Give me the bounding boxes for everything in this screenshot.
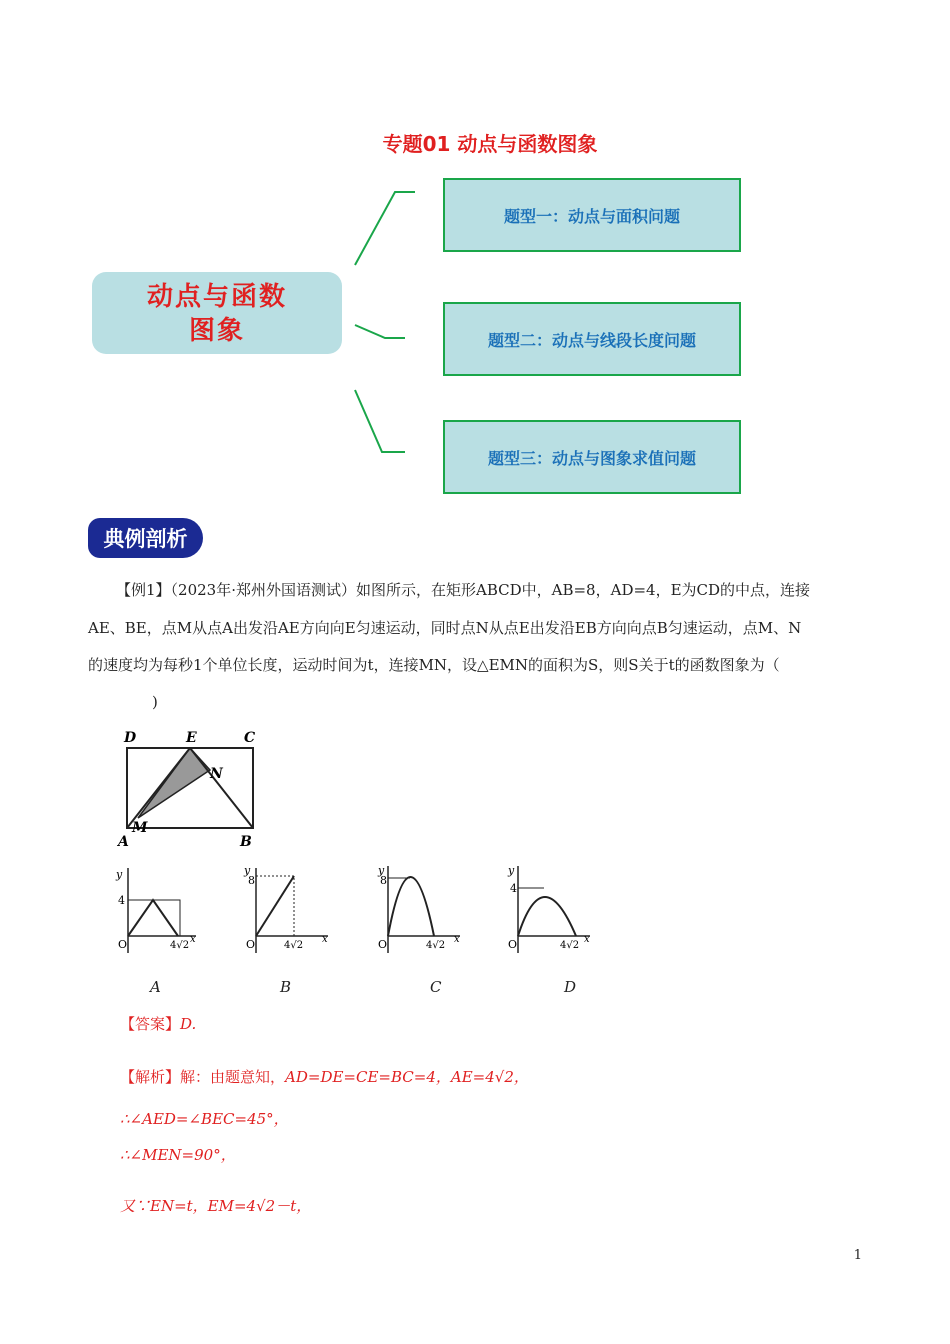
solution-line4: 又∵EN=t，EM=4√2－t， xyxy=(120,1197,312,1215)
example-tag: 【例1】 xyxy=(116,581,171,599)
label-e: E xyxy=(186,730,197,746)
svg-text:x: x xyxy=(190,934,196,945)
svg-text:4: 4 xyxy=(118,894,125,907)
svg-text:y: y xyxy=(508,864,515,877)
page-number: 1 xyxy=(853,1248,862,1263)
answer-value: D. xyxy=(180,1015,197,1033)
example-line1 xyxy=(88,572,868,609)
example-line4: ) xyxy=(152,693,158,711)
mindmap-connectors xyxy=(340,180,450,470)
option-label-c: C xyxy=(430,978,442,996)
example-source: （2023年·郑州外国语测试） xyxy=(170,581,356,599)
svg-text:y: y xyxy=(244,864,251,877)
label-m: M xyxy=(132,820,148,836)
segment-eb xyxy=(190,748,253,828)
solution-line1 xyxy=(120,1066,529,1087)
svg-text:x: x xyxy=(322,934,328,945)
label-b: B xyxy=(240,834,252,850)
label-c: C xyxy=(244,730,256,746)
solution-eq1: AD=DE=CE=BC=4，AE=4√2， xyxy=(285,1068,529,1086)
type-box-3: 题型三：动点与图象求值问题 xyxy=(443,420,741,494)
svg-text:y: y xyxy=(378,864,385,877)
connector-3 xyxy=(355,390,405,452)
option-label-d: D xyxy=(564,978,577,996)
mindmap-center xyxy=(92,272,342,354)
label-n: N xyxy=(210,766,223,782)
svg-text:O: O xyxy=(118,938,128,951)
option-graph-b xyxy=(236,858,336,958)
type-box-1: 题型一：动点与面积问题 xyxy=(443,178,741,252)
svg-text:8: 8 xyxy=(380,874,387,887)
solution-line2: ∴∠AED=∠BEC=45°， xyxy=(120,1110,289,1128)
label-d: D xyxy=(124,730,137,746)
svg-text:O: O xyxy=(246,938,256,951)
section-badge: 典例剖析 xyxy=(88,518,203,558)
answer-line xyxy=(120,1013,196,1034)
connector-2 xyxy=(355,325,405,338)
answer-tag: 【答案】 xyxy=(120,1015,181,1033)
label-a: A xyxy=(118,834,129,850)
page-title: 专题01 动点与函数图象 xyxy=(382,132,598,156)
example-line3: 的速度均为每秒1个单位长度，运动时间为t，连接MN，设△EMN的面积为S，则S关于t的函数图象为（ xyxy=(88,656,780,674)
svg-text:4√2: 4√2 xyxy=(170,940,190,951)
svg-text:4√2: 4√2 xyxy=(426,940,446,951)
example-line1-text: 如图所示，在矩形ABCD中，AB=8，AD=4，E为CD的中点，连接 xyxy=(356,581,811,599)
svg-text:8: 8 xyxy=(248,874,255,887)
solution-intro: 解：由题意知， xyxy=(180,1068,286,1086)
option-graph-a xyxy=(108,858,198,958)
svg-text:x: x xyxy=(584,934,590,945)
connector-1 xyxy=(355,192,415,265)
svg-text:x: x xyxy=(454,934,460,945)
solution-line3: ∴∠MEN=90°， xyxy=(120,1146,236,1164)
mindmap-center-line2: 图象 xyxy=(188,316,245,346)
geometry-figure xyxy=(110,728,280,853)
example-line2: AE、BE，点M从点A出发沿AE方向向E匀速运动，同时点N从点E出发沿EB方向向点B匀速运动，点M、N xyxy=(88,619,802,637)
type-box-2: 题型二：动点与线段长度问题 xyxy=(443,302,741,376)
svg-text:O: O xyxy=(508,938,518,951)
solution-tag: 【解析】 xyxy=(120,1068,181,1086)
option-label-a: A xyxy=(150,978,161,996)
mindmap-center-line1: 动点与函数 xyxy=(146,282,287,312)
option-graph-c xyxy=(368,858,468,958)
svg-text:4: 4 xyxy=(510,882,517,895)
svg-text:y: y xyxy=(116,868,123,881)
option-graph-d xyxy=(498,858,598,958)
option-label-b: B xyxy=(280,978,292,996)
svg-text:O: O xyxy=(378,938,388,951)
svg-text:4√2: 4√2 xyxy=(284,940,304,951)
svg-text:4√2: 4√2 xyxy=(560,940,580,951)
